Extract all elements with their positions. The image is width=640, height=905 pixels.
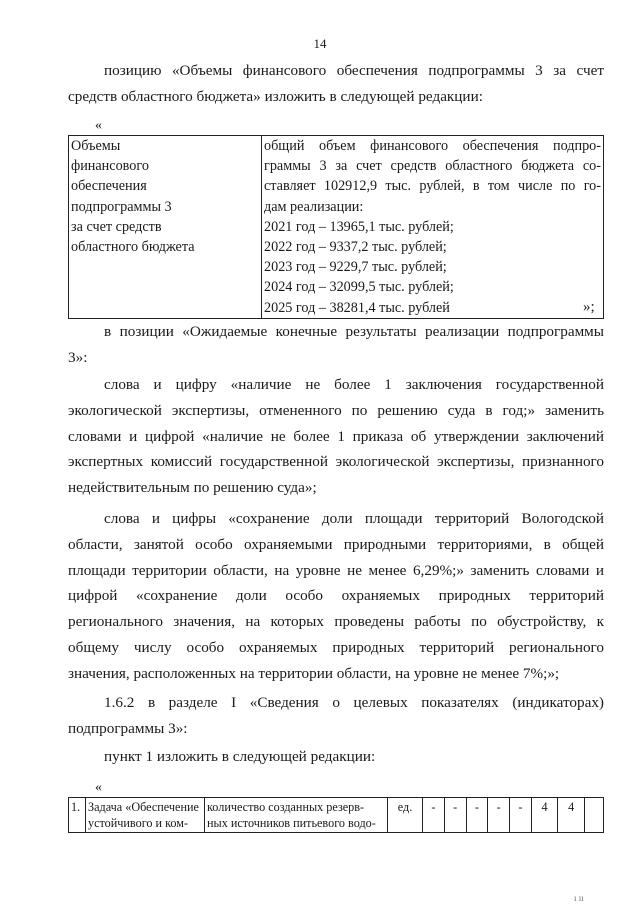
value-cell: - <box>510 798 532 833</box>
text-line: значения, расположенных на территории области, на уровне не менее 7%;»; <box>68 664 560 682</box>
value-cell: 4 <box>558 798 585 833</box>
text-line: цифрой «сохранение доли особо охраняемых природных территорий <box>68 587 604 605</box>
label-line: финансового <box>71 158 149 175</box>
text-line: 3»: <box>68 348 88 366</box>
value-line: дам реализации: <box>264 198 364 215</box>
value-line: 2022 год – 9337,2 тыс. рублей; <box>264 239 447 256</box>
value-cell: - <box>444 798 466 833</box>
funding-value-cell <box>262 136 604 319</box>
text-line: словами и цифрой «наличие не более 1 приказа об утверждении заключений <box>68 427 604 445</box>
task-line: устойчивого и ком- <box>88 816 189 830</box>
label-line: Объемы <box>71 138 121 154</box>
indicator-line: ных источников питьевого водо- <box>207 816 376 830</box>
table-row <box>69 798 604 833</box>
value-cell: - <box>488 798 510 833</box>
intro-line-2: средств областного бюджета» изложить в следующей редакции: <box>68 87 483 105</box>
value-line: 2025 год – 38281,4 тыс. рублей <box>264 299 450 316</box>
label-line: подпрограммы 3 <box>71 198 172 215</box>
value-line: граммы 3 за счет средств областного бюджета со- <box>264 158 601 175</box>
indicators-table <box>68 797 604 833</box>
paragraph-results <box>68 319 604 371</box>
text-line: экологической экспертизы, отмененного по решению суда в год;» заменить <box>68 401 604 419</box>
footer-mark: ı ıı <box>574 893 584 903</box>
indicator-line: количество созданных резерв- <box>207 800 365 814</box>
label-line: областного бюджета <box>71 239 195 256</box>
quote-open-2: « <box>95 780 102 795</box>
value-line: 2024 год – 32099,5 тыс. рублей; <box>264 279 454 296</box>
paragraph-protected-areas <box>68 506 604 687</box>
text-line: слова и цифры «сохранение доли площади территорий Вологодской <box>104 510 604 527</box>
intro-paragraph <box>68 58 604 110</box>
page-number: 14 <box>313 36 327 51</box>
text-line: слова и цифру «наличие не более 1 заключения государственной <box>104 376 604 393</box>
value-line: ставляет 102912,9 тыс. рублей, в том числе по го- <box>264 178 601 195</box>
task-cell <box>86 798 205 833</box>
quote-close: »; <box>583 299 595 315</box>
quote-open-1: « <box>95 118 102 133</box>
funding-table <box>68 135 604 319</box>
funding-label-cell <box>69 136 262 319</box>
label-line: за счет средств <box>71 218 162 235</box>
paragraph-expertise <box>68 372 604 501</box>
indicator-cell <box>205 798 388 833</box>
row-number-cell: 1. <box>69 798 86 833</box>
task-line: Задача «Обеспечение <box>88 800 199 814</box>
value-line: общий объем финансового обеспечения подпро- <box>264 138 601 154</box>
text-line: площади территории области, на уровне не менее 6,29%;» заменить словами и <box>68 561 604 579</box>
value-cell: - <box>423 798 445 833</box>
empty-cell <box>585 798 604 833</box>
value-cell: - <box>466 798 488 833</box>
text-line: общему числу особо охраняемых природных территорий регионального <box>68 638 604 656</box>
text-line: недействительным по решению суда»; <box>68 479 317 497</box>
text-line: области, занятой особо охраняемыми природными территориями, в общей <box>68 535 604 553</box>
value-line: 2023 год – 9229,7 тыс. рублей; <box>264 259 447 276</box>
text-line: 1.6.2 в разделе I «Сведения о целевых показателях (индикаторах) <box>104 694 604 711</box>
text-line: регионального значения, на которых проведены работы по обустройству, к <box>68 613 604 631</box>
table-row <box>69 136 604 319</box>
text-line: экспертных комиссий государственной экологической экспертизы, признанного <box>68 453 604 471</box>
text-line: в позиции «Ожидаемые конечные результаты реализации подпрограммы <box>104 323 604 340</box>
unit-cell: ед. <box>388 798 423 833</box>
value-line: 2021 год – 13965,1 тыс. рублей; <box>264 218 454 235</box>
label-line: обеспечения <box>71 178 147 195</box>
value-cell: 4 <box>531 798 558 833</box>
paragraph-section <box>68 690 604 742</box>
intro-line-1: позицию «Объемы финансового обеспечения подпрограммы 3 за счет <box>104 62 604 79</box>
text-line: подпрограммы 3»: <box>68 719 188 737</box>
paragraph-item: пункт 1 изложить в следующей редакции: <box>104 748 376 765</box>
